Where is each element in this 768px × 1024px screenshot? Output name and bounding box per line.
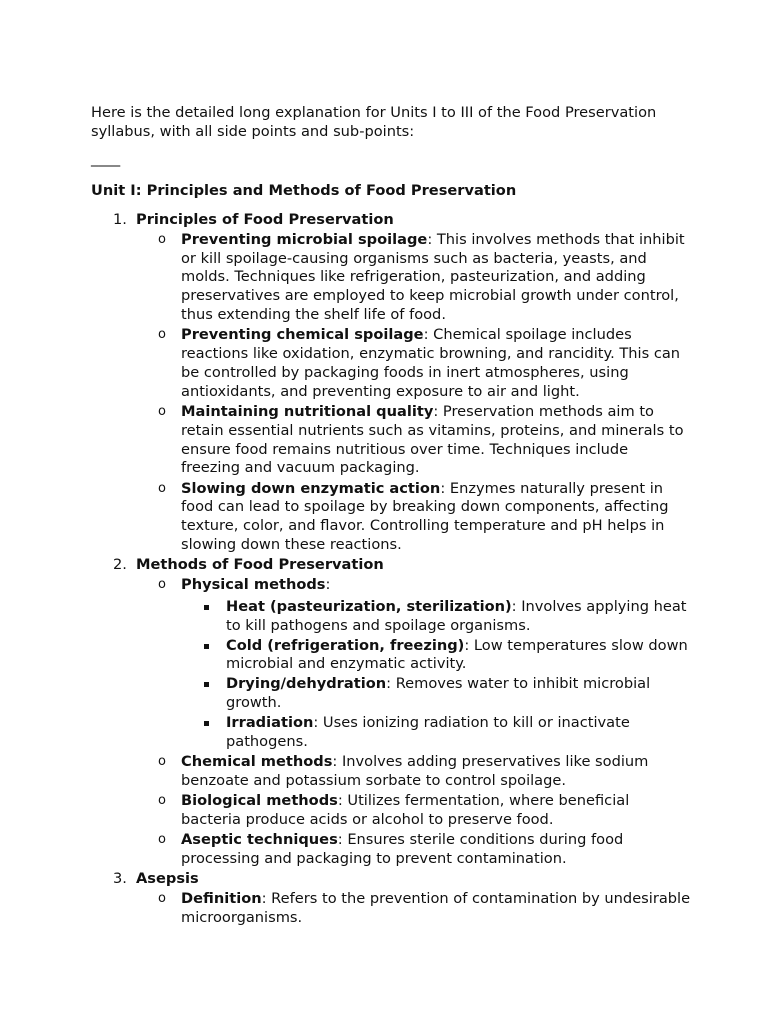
item-text: : This involves methods that inhibit or kill spoilage-causing organisms such as bacteria, yeasts, and molds. Techniques like refrigeration, pasteurization, and adding preservatives are employed to keep microbial growth under control, thus extending the shelf life of food. — [181, 230, 685, 323]
unit-heading: Unit I: Principles and Methods of Food Preservation — [91, 182, 517, 199]
item-term: Slowing down enzymatic action — [181, 479, 441, 497]
item-term: Aseptic techniques — [181, 831, 338, 848]
circle-bullet-icon: o — [158, 403, 166, 419]
circle-bullet-icon: o — [158, 480, 166, 496]
item-term: Maintaining nutritional quality — [181, 402, 434, 420]
item-text: : Chemical spoilage includes reactions like oxidation, enzymatic browning, and rancidity. This can be controlled by packaging foods in inert atmospheres, using antioxidants, and preventing exposure to air and light. — [181, 326, 681, 400]
item-term: Physical methods — [181, 576, 326, 594]
section-title: Asepsis — [136, 870, 199, 888]
section-title: Methods of Food Preservation — [136, 556, 384, 574]
item-term: Chemical methods — [181, 752, 333, 770]
subpoint-list — [136, 576, 691, 868]
item-text: : Uses ionizing radiation to kill or inactivate pathogens. — [226, 713, 630, 750]
section-number: 3. — [113, 870, 127, 888]
square-bullet-icon — [204, 682, 209, 687]
unit-content — [91, 211, 691, 929]
sub-subpoint-list — [181, 598, 691, 751]
list-item — [136, 753, 691, 791]
section-title: Principles of Food Preservation — [136, 211, 394, 228]
item-text: : Removes water to inhibit microbial growth. — [226, 675, 651, 711]
intro-paragraph: Here is the detailed long explanation for Units I to III of the Food Preservation syllabus, with all side points and sub-points: — [91, 104, 657, 140]
item-term: Biological methods — [181, 791, 338, 809]
section-principles — [91, 211, 691, 555]
list-item — [136, 576, 691, 751]
list-item — [181, 675, 691, 713]
circle-bullet-icon: o — [158, 231, 166, 247]
item-text: : Ensures sterile conditions during food processing and packaging to prevent contamination. — [181, 831, 624, 867]
square-bullet-icon — [204, 644, 209, 649]
circle-bullet-icon: o — [158, 327, 166, 343]
square-bullet-icon — [204, 721, 209, 726]
section-list — [91, 211, 691, 927]
item-term: Preventing microbial spoilage — [181, 230, 428, 248]
item-text: : Utilizes fermentation, where beneficial bacteria produce acids or alcohol to preserve food. — [181, 791, 630, 828]
section-number: 2. — [113, 556, 127, 574]
square-bullet-icon — [204, 605, 209, 610]
circle-bullet-icon: o — [158, 577, 166, 593]
item-term: Drying/dehydration — [226, 675, 387, 693]
item-text: : Refers to the prevention of contamination by undesirable microorganisms. — [181, 889, 691, 926]
circle-bullet-icon: o — [158, 753, 166, 769]
item-text: : Involves adding preservatives like sodium benzoate and potassium sorbate to control spoilage. — [181, 752, 649, 789]
list-item — [181, 598, 691, 636]
list-item — [136, 480, 691, 555]
item-text: : Enzymes naturally present in food can lead to spoilage by breaking down components, affecting texture, color, and flavor. Controlling temperature and pH helps in slowing down these reactions. — [181, 479, 669, 554]
item-text: : Preservation methods aim to retain essential nutrients such as vitamins, proteins, and minerals to ensure food remains nutritious over time. Techniques include freezing and vacuum packaging. — [181, 402, 684, 477]
list-item — [136, 403, 691, 478]
list-item — [136, 890, 691, 928]
list-item — [136, 792, 691, 830]
item-term: Preventing chemical spoilage — [181, 326, 424, 344]
list-item — [136, 831, 691, 869]
section-methods — [91, 556, 691, 868]
section-number: 1. — [113, 211, 127, 228]
item-text: : Low temperatures slow down microbial and enzymatic activity. — [226, 636, 688, 673]
list-item — [181, 714, 691, 752]
item-text: : — [325, 576, 331, 594]
item-term: Heat (pasteurization, sterilization) — [226, 597, 512, 615]
section-asepsis — [91, 870, 691, 927]
separator-rule: ____ — [91, 150, 121, 167]
item-text: : Involves applying heat to kill pathogens and spoilage organisms. — [226, 597, 687, 634]
list-item — [136, 231, 691, 325]
circle-bullet-icon: o — [158, 792, 166, 808]
list-item — [136, 326, 691, 401]
circle-bullet-icon: o — [158, 832, 166, 847]
subpoint-list — [136, 890, 691, 928]
item-term: Definition — [181, 889, 262, 907]
circle-bullet-icon: o — [158, 890, 166, 906]
subpoint-list — [136, 231, 691, 555]
item-term: Cold (refrigeration, freezing) — [226, 636, 465, 654]
item-term: Irradiation — [226, 713, 314, 731]
list-item — [181, 637, 691, 675]
